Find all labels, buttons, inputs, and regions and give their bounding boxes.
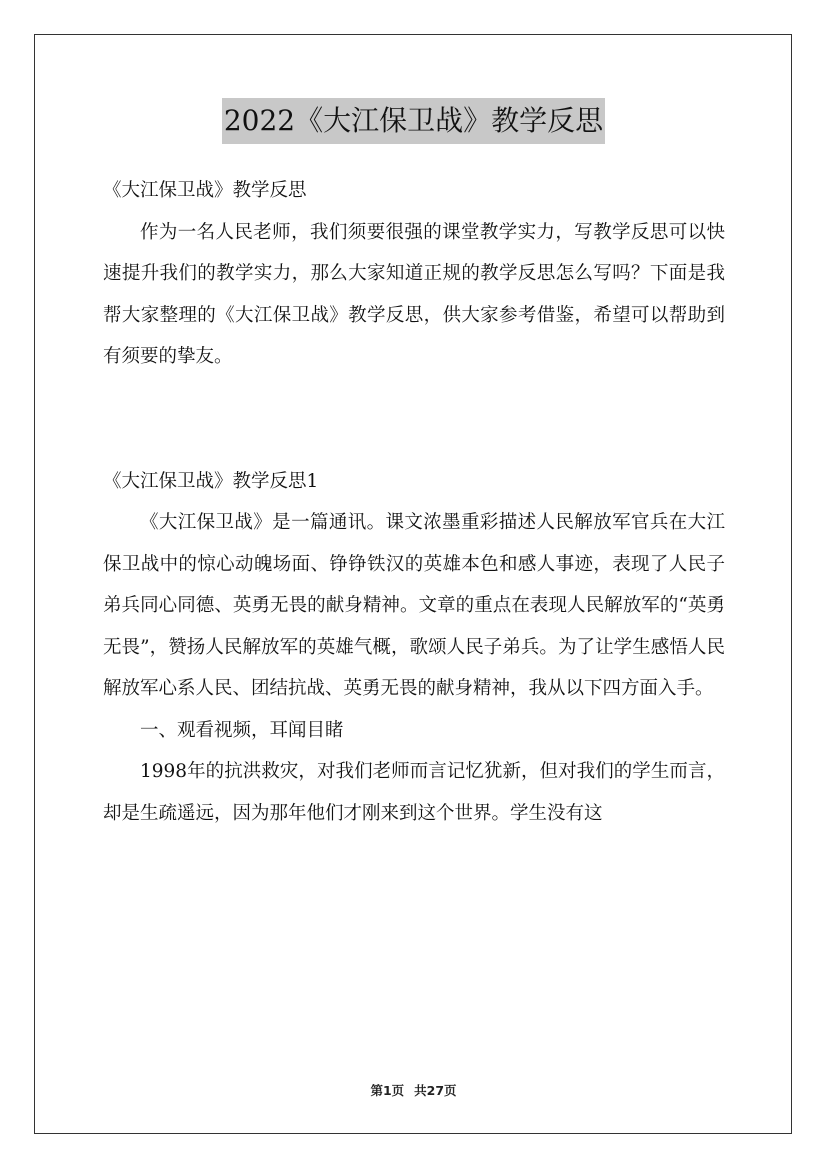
- paragraph-section-1: 《大江保卫战》是一篇通讯。课文浓墨重彩描述人民解放军官兵在大江保卫战中的惊心动魄场面、铮铮铁汉的英雄本色和感人事迹，表现了人民子弟兵同心同德、英勇无畏的献身精神。文章的重点在表现人民解放军的“英勇无畏”，赞扬人民解放军的英雄气概，歌颂人民子弟兵。为了让学生感悟人民解放军心系人民、团结抗战、英勇无畏的献身精神，我从以下四方面入手。: [103, 512, 725, 699]
- subheading-1: 一、观看视频，耳闻目睹: [140, 719, 344, 741]
- page-number-current: 第1页: [370, 1083, 405, 1098]
- document-title: 2022《大江保卫战》教学反思: [222, 98, 605, 144]
- section-heading-intro: 《大江保卫战》教学反思: [103, 180, 307, 201]
- document-body: [103, 170, 725, 834]
- paragraph-flood-1998: 1998年的抗洪救灾，对我们老师而言记忆犹新，但对我们的学生而言，却是生疏遥远，因为那年他们才刚来到这个世界。学生没有这: [103, 761, 725, 824]
- page-footer: [0, 1082, 827, 1100]
- title-container: [0, 98, 827, 144]
- section-heading-1: 《大江保卫战》教学反思1: [103, 470, 319, 492]
- page-number-total: 共27页: [414, 1083, 457, 1098]
- paragraph-spacer: [103, 378, 725, 461]
- paragraph-intro: 作为一名人民老师，我们须要很强的课堂教学实力，写教学反思可以快速提升我们的教学实力，那么大家知道正规的教学反思怎么写吗？下面是我帮大家整理的《大江保卫战》教学反思，供大家参考借鉴，希望可以帮助到有须要的挚友。: [103, 221, 725, 367]
